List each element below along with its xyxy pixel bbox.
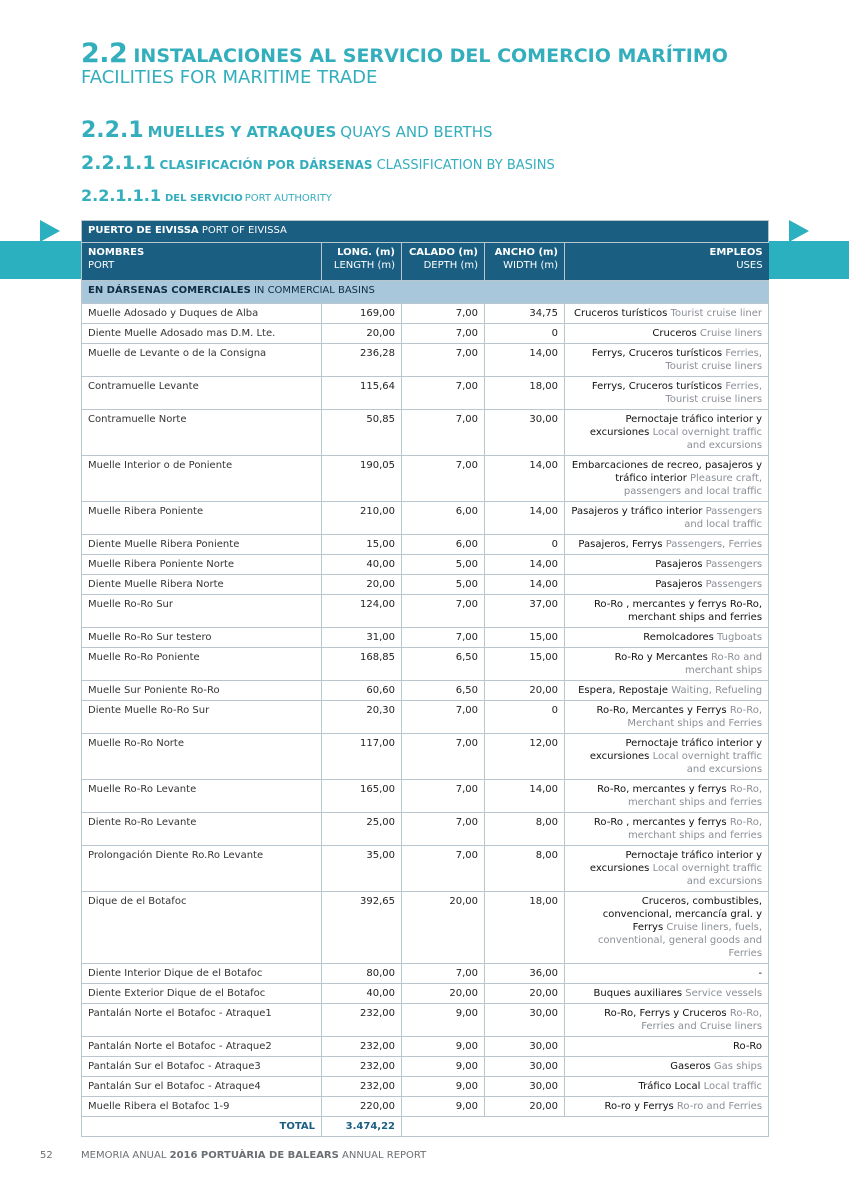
total-value: 3.474,22	[322, 1117, 402, 1137]
cell-length: 60,60	[322, 681, 402, 701]
section-heading-2-2	[81, 38, 728, 88]
section-title-es: EN DÁRSENAS COMERCIALES	[88, 285, 251, 296]
heading-en: PORT AUTHORITY	[244, 193, 332, 204]
use-es: -	[758, 968, 763, 979]
cell-length: 236,28	[322, 344, 402, 377]
cell-width: 14,00	[485, 575, 565, 595]
cell-uses	[565, 595, 769, 628]
cell-uses	[565, 984, 769, 1004]
use-en: Tugboats	[717, 632, 763, 643]
cell-length: 168,85	[322, 648, 402, 681]
use-es: Ferrys, Cruceros turísticos	[591, 348, 723, 359]
cell-name: Pantalán Norte el Botafoc - Atraque2	[82, 1037, 322, 1057]
use-en: Local overnight traffic and excursions	[652, 863, 763, 887]
use-es: Espera, Repostaje	[578, 685, 669, 696]
table-row	[82, 344, 769, 377]
cell-width: 34,75	[485, 304, 565, 324]
cell-depth: 7,00	[402, 813, 485, 846]
use-es: Ro-ro y Ferrys	[604, 1101, 674, 1112]
table-row	[82, 681, 769, 701]
cell-length: 232,00	[322, 1077, 402, 1097]
footer-bold: 2016 PORTUÀRIA DE BALEARS	[169, 1150, 339, 1161]
col-header-en: USES	[736, 260, 763, 271]
table-row	[82, 846, 769, 892]
col-header-width	[485, 243, 565, 281]
table-row	[82, 410, 769, 456]
col-header-en: PORT	[88, 260, 115, 271]
cell-width: 20,00	[485, 681, 565, 701]
use-en: Passengers	[705, 559, 763, 570]
use-es: Ro-Ro y Mercantes	[614, 652, 708, 663]
cell-uses	[565, 555, 769, 575]
cell-name: Muelle Ro-Ro Sur	[82, 595, 322, 628]
use-en: Local overnight traffic and excursions	[652, 427, 763, 451]
cell-name: Dique de el Botafoc	[82, 892, 322, 964]
arrow-right-marker-icon	[789, 220, 809, 242]
cell-width: 14,00	[485, 344, 565, 377]
heading-en: CLASSIFICATION BY BASINS	[376, 158, 555, 173]
cell-uses	[565, 456, 769, 502]
cell-length: 20,00	[322, 575, 402, 595]
table-header-row	[82, 243, 769, 281]
cell-uses	[565, 681, 769, 701]
col-header-es: NOMBRES	[88, 247, 145, 258]
cell-uses	[565, 304, 769, 324]
table-row	[82, 304, 769, 324]
port-title-en: PORT OF EIVISSA	[201, 225, 287, 236]
cell-name: Muelle Ribera Poniente	[82, 502, 322, 535]
cell-width: 14,00	[485, 555, 565, 575]
cell-length: 40,00	[322, 984, 402, 1004]
heading-number: 2.2.1.1.1	[81, 186, 161, 205]
cell-name: Diente Muelle Adosado mas D.M. Lte.	[82, 324, 322, 344]
cell-length: 15,00	[322, 535, 402, 555]
cell-width: 14,00	[485, 502, 565, 535]
use-es: Buques auxiliares	[593, 988, 683, 999]
cell-name: Pantalán Sur el Botafoc - Atraque4	[82, 1077, 322, 1097]
cell-uses	[565, 780, 769, 813]
table-row	[82, 734, 769, 780]
cell-depth: 9,00	[402, 1097, 485, 1117]
use-en: Ro-Ro, Ferries and Cruise liners	[641, 1008, 763, 1032]
use-es: Embarcaciones de recreo, pasajeros y tráfico interior	[571, 460, 763, 484]
table-row	[82, 377, 769, 410]
cell-width: 30,00	[485, 1004, 565, 1037]
section-heading-2-2-1-1	[81, 152, 555, 174]
cell-depth: 7,00	[402, 846, 485, 892]
cell-uses	[565, 1077, 769, 1097]
table-port-row	[82, 221, 769, 243]
cell-depth: 7,00	[402, 628, 485, 648]
cell-depth: 7,00	[402, 734, 485, 780]
use-en: Gas ships	[713, 1061, 763, 1072]
cell-name: Diente Interior Dique de el Botafoc	[82, 964, 322, 984]
use-es: Pasajeros	[655, 579, 703, 590]
cell-uses	[565, 502, 769, 535]
cell-uses	[565, 1004, 769, 1037]
cell-width: 15,00	[485, 628, 565, 648]
table-row	[82, 813, 769, 846]
col-header-depth	[402, 243, 485, 281]
use-en: Pleasure craft, passengers and local traffic	[623, 473, 763, 497]
port-title	[82, 221, 769, 243]
cell-uses	[565, 535, 769, 555]
table-row	[82, 701, 769, 734]
cell-uses	[565, 324, 769, 344]
table-row	[82, 535, 769, 555]
cell-width: 0	[485, 324, 565, 344]
cell-width: 20,00	[485, 984, 565, 1004]
table-row	[82, 1057, 769, 1077]
cell-width: 30,00	[485, 1037, 565, 1057]
cell-depth: 6,50	[402, 648, 485, 681]
cell-width: 15,00	[485, 648, 565, 681]
table-row	[82, 575, 769, 595]
col-header-length	[322, 243, 402, 281]
use-es: Ro-Ro , mercantes y ferrys Ro-Ro, merchant ships and ferries	[593, 599, 763, 623]
cell-width: 8,00	[485, 813, 565, 846]
footer-text	[81, 1150, 426, 1161]
heading-es: MUELLES Y ATRAQUES	[147, 123, 337, 141]
col-header-en: DEPTH (m)	[423, 260, 478, 271]
cell-length: 115,64	[322, 377, 402, 410]
use-es: Tráfico Local	[638, 1081, 701, 1092]
cell-depth: 6,00	[402, 502, 485, 535]
cell-length: 31,00	[322, 628, 402, 648]
col-header-uses	[565, 243, 769, 281]
table-row	[82, 780, 769, 813]
use-es: Ro-Ro , mercantes y ferrys	[593, 817, 727, 828]
cell-depth: 5,00	[402, 555, 485, 575]
use-en: Local traffic	[703, 1081, 763, 1092]
cell-uses	[565, 575, 769, 595]
cell-name: Pantalán Sur el Botafoc - Atraque3	[82, 1057, 322, 1077]
cell-uses	[565, 964, 769, 984]
cell-depth: 7,00	[402, 410, 485, 456]
cell-name: Diente Muelle Ribera Norte	[82, 575, 322, 595]
cell-depth: 7,00	[402, 701, 485, 734]
cell-name: Muelle Ro-Ro Sur testero	[82, 628, 322, 648]
cell-depth: 5,00	[402, 575, 485, 595]
cell-depth: 7,00	[402, 324, 485, 344]
cell-name: Muelle Adosado y Duques de Alba	[82, 304, 322, 324]
use-es: Pasajeros	[655, 559, 703, 570]
table-row	[82, 456, 769, 502]
table-row	[82, 1097, 769, 1117]
section-title	[82, 281, 769, 304]
use-en: Local overnight traffic and excursions	[652, 751, 763, 775]
use-es: Pernoctaje tráfico interior y excursiones	[589, 850, 763, 874]
cell-depth: 7,00	[402, 595, 485, 628]
berths-table	[81, 220, 769, 1137]
table-row	[82, 595, 769, 628]
use-en: Cruise liners	[699, 328, 763, 339]
heading-es: CLASIFICACIÓN POR DÁRSENAS	[159, 158, 373, 172]
cell-length: 40,00	[322, 555, 402, 575]
cell-length: 190,05	[322, 456, 402, 502]
cell-depth: 6,50	[402, 681, 485, 701]
use-es: Ferrys, Cruceros turísticos	[591, 381, 723, 392]
cell-name: Diente Muelle Ro-Ro Sur	[82, 701, 322, 734]
table-row	[82, 1004, 769, 1037]
table-row	[82, 502, 769, 535]
cell-name: Muelle Interior o de Poniente	[82, 456, 322, 502]
cell-name: Muelle Ribera el Botafoc 1-9	[82, 1097, 322, 1117]
table-row	[82, 648, 769, 681]
use-en: Tourist cruise liner	[670, 308, 763, 319]
cell-name: Diente Ro-Ro Levante	[82, 813, 322, 846]
cell-width: 0	[485, 535, 565, 555]
cell-uses	[565, 813, 769, 846]
cell-depth: 9,00	[402, 1057, 485, 1077]
cell-length: 124,00	[322, 595, 402, 628]
cell-uses	[565, 734, 769, 780]
table-total-row	[82, 1117, 769, 1137]
cell-width: 12,00	[485, 734, 565, 780]
use-es: Cruceros turísticos	[573, 308, 668, 319]
cell-name: Muelle Sur Poniente Ro-Ro	[82, 681, 322, 701]
cell-depth: 7,00	[402, 377, 485, 410]
cell-length: 232,00	[322, 1037, 402, 1057]
port-title-es: PUERTO DE EIVISSA	[88, 225, 199, 236]
cell-depth: 9,00	[402, 1004, 485, 1037]
cell-width: 8,00	[485, 846, 565, 892]
cell-width: 18,00	[485, 377, 565, 410]
cell-length: 117,00	[322, 734, 402, 780]
cell-name: Diente Exterior Dique de el Botafoc	[82, 984, 322, 1004]
table-row	[82, 892, 769, 964]
col-header-name	[82, 243, 322, 281]
cell-width: 14,00	[485, 456, 565, 502]
cell-uses	[565, 410, 769, 456]
cell-uses	[565, 1097, 769, 1117]
use-es: Pasajeros y tráfico interior	[571, 506, 703, 517]
heading-es: INSTALACIONES AL SERVICIO DEL COMERCIO MARÍTIMO	[133, 45, 728, 67]
cell-length: 210,00	[322, 502, 402, 535]
cell-length: 220,00	[322, 1097, 402, 1117]
section-heading-2-2-1-1-1	[81, 186, 332, 205]
cell-depth: 9,00	[402, 1037, 485, 1057]
cell-length: 232,00	[322, 1057, 402, 1077]
use-en: Ro-Ro, merchant ships and ferries	[627, 784, 763, 808]
use-en: Cruise liners, fuels, conventional, general goods and Ferries	[597, 922, 763, 959]
arrow-left-marker-icon	[40, 220, 60, 242]
cell-depth: 7,00	[402, 964, 485, 984]
cell-name: Diente Muelle Ribera Poniente	[82, 535, 322, 555]
use-en: Passengers	[705, 579, 763, 590]
cell-length: 392,65	[322, 892, 402, 964]
cell-depth: 7,00	[402, 456, 485, 502]
cell-uses	[565, 344, 769, 377]
use-en: Passengers, Ferries	[665, 539, 763, 550]
cell-length: 20,00	[322, 324, 402, 344]
cell-length: 165,00	[322, 780, 402, 813]
footer-prefix: MEMORIA ANUAL	[81, 1150, 167, 1161]
cell-uses	[565, 648, 769, 681]
cell-width: 0	[485, 701, 565, 734]
cell-uses	[565, 892, 769, 964]
use-en: Service vessels	[685, 988, 763, 999]
cell-name: Muelle Ro-Ro Levante	[82, 780, 322, 813]
table-row	[82, 1077, 769, 1097]
heading-number: 2.2.1.1	[81, 152, 156, 174]
use-en: Ro-Ro and merchant ships	[684, 652, 763, 676]
col-header-en: LENGTH (m)	[333, 260, 395, 271]
col-header-es: ANCHO (m)	[494, 247, 558, 258]
cell-depth: 20,00	[402, 984, 485, 1004]
cell-width: 37,00	[485, 595, 565, 628]
cell-width: 30,00	[485, 1057, 565, 1077]
page-number: 52	[40, 1150, 53, 1161]
table-row	[82, 984, 769, 1004]
cell-width: 36,00	[485, 964, 565, 984]
table-row	[82, 555, 769, 575]
table-row	[82, 1037, 769, 1057]
footer-suffix: ANNUAL REPORT	[342, 1150, 427, 1161]
cell-name: Muelle de Levante o de la Consigna	[82, 344, 322, 377]
cell-width: 30,00	[485, 410, 565, 456]
use-en: Ferries, Tourist cruise liners	[665, 381, 763, 405]
col-header-es: EMPLEOS	[709, 247, 763, 258]
cell-length: 50,85	[322, 410, 402, 456]
use-en: Ferries, Tourist cruise liners	[665, 348, 763, 372]
cell-name: Contramuelle Levante	[82, 377, 322, 410]
cell-length: 20,30	[322, 701, 402, 734]
table-row	[82, 628, 769, 648]
use-es: Ro-Ro, mercantes y ferrys	[597, 784, 727, 795]
cell-length: 25,00	[322, 813, 402, 846]
cell-uses	[565, 846, 769, 892]
use-en: Ro-Ro, merchant ships and ferries	[627, 817, 763, 841]
use-es: Ro-Ro	[733, 1041, 763, 1052]
use-es: Remolcadores	[643, 632, 714, 643]
cell-width: 18,00	[485, 892, 565, 964]
use-es: Ro-Ro, Ferrys y Cruceros	[604, 1008, 727, 1019]
cell-uses	[565, 628, 769, 648]
cell-uses	[565, 1057, 769, 1077]
section-title-en: IN COMMERCIAL BASINS	[253, 285, 375, 296]
use-en: Waiting, Refueling	[671, 685, 763, 696]
cell-name: Muelle Ro-Ro Poniente	[82, 648, 322, 681]
cell-width: 30,00	[485, 1077, 565, 1097]
cell-uses	[565, 377, 769, 410]
col-header-es: CALADO (m)	[408, 247, 478, 258]
cell-uses	[565, 701, 769, 734]
use-en: Ro-ro and Ferries	[676, 1101, 763, 1112]
cell-width: 14,00	[485, 780, 565, 813]
cell-depth: 7,00	[402, 780, 485, 813]
cell-name: Muelle Ribera Poniente Norte	[82, 555, 322, 575]
cell-length: 35,00	[322, 846, 402, 892]
cell-depth: 6,00	[402, 535, 485, 555]
use-es: Gaseros	[670, 1061, 711, 1072]
total-label: TOTAL	[82, 1117, 322, 1137]
use-en: Passengers and local traffic	[684, 506, 763, 530]
section-heading-2-2-1	[81, 118, 493, 143]
cell-depth: 9,00	[402, 1077, 485, 1097]
cell-depth: 20,00	[402, 892, 485, 964]
use-es: Pernoctaje tráfico interior y excursiones	[589, 414, 763, 438]
total-empty	[402, 1117, 769, 1137]
heading-number: 2.2.1	[81, 118, 144, 143]
heading-es: DEL SERVICIO	[164, 193, 243, 204]
cell-depth: 7,00	[402, 344, 485, 377]
cell-name: Muelle Ro-Ro Norte	[82, 734, 322, 780]
use-es: Pernoctaje tráfico interior y excursiones	[589, 738, 763, 762]
table-section-row	[82, 281, 769, 304]
use-es: Cruceros, combustibles, convencional, mercancía gral. y Ferrys	[602, 896, 763, 933]
use-es: Pasajeros, Ferrys	[578, 539, 663, 550]
heading-en: QUAYS AND BERTHS	[340, 123, 493, 141]
col-header-es: LONG. (m)	[337, 247, 395, 258]
heading-en: FACILITIES FOR MARITIME TRADE	[81, 67, 378, 88]
use-en: Ro-Ro, Merchant ships and Ferries	[627, 705, 763, 729]
cell-length: 80,00	[322, 964, 402, 984]
col-header-en: WIDTH (m)	[503, 260, 558, 271]
cell-uses	[565, 1037, 769, 1057]
cell-name: Contramuelle Norte	[82, 410, 322, 456]
use-es: Cruceros	[652, 328, 697, 339]
cell-width: 20,00	[485, 1097, 565, 1117]
heading-number: 2.2	[81, 38, 128, 69]
table-row	[82, 964, 769, 984]
cell-name: Prolongación Diente Ro.Ro Levante	[82, 846, 322, 892]
cell-name: Pantalán Norte el Botafoc - Atraque1	[82, 1004, 322, 1037]
table-row	[82, 324, 769, 344]
use-es: Ro-Ro, Mercantes y Ferrys	[596, 705, 727, 716]
cell-length: 169,00	[322, 304, 402, 324]
cell-length: 232,00	[322, 1004, 402, 1037]
cell-depth: 7,00	[402, 304, 485, 324]
